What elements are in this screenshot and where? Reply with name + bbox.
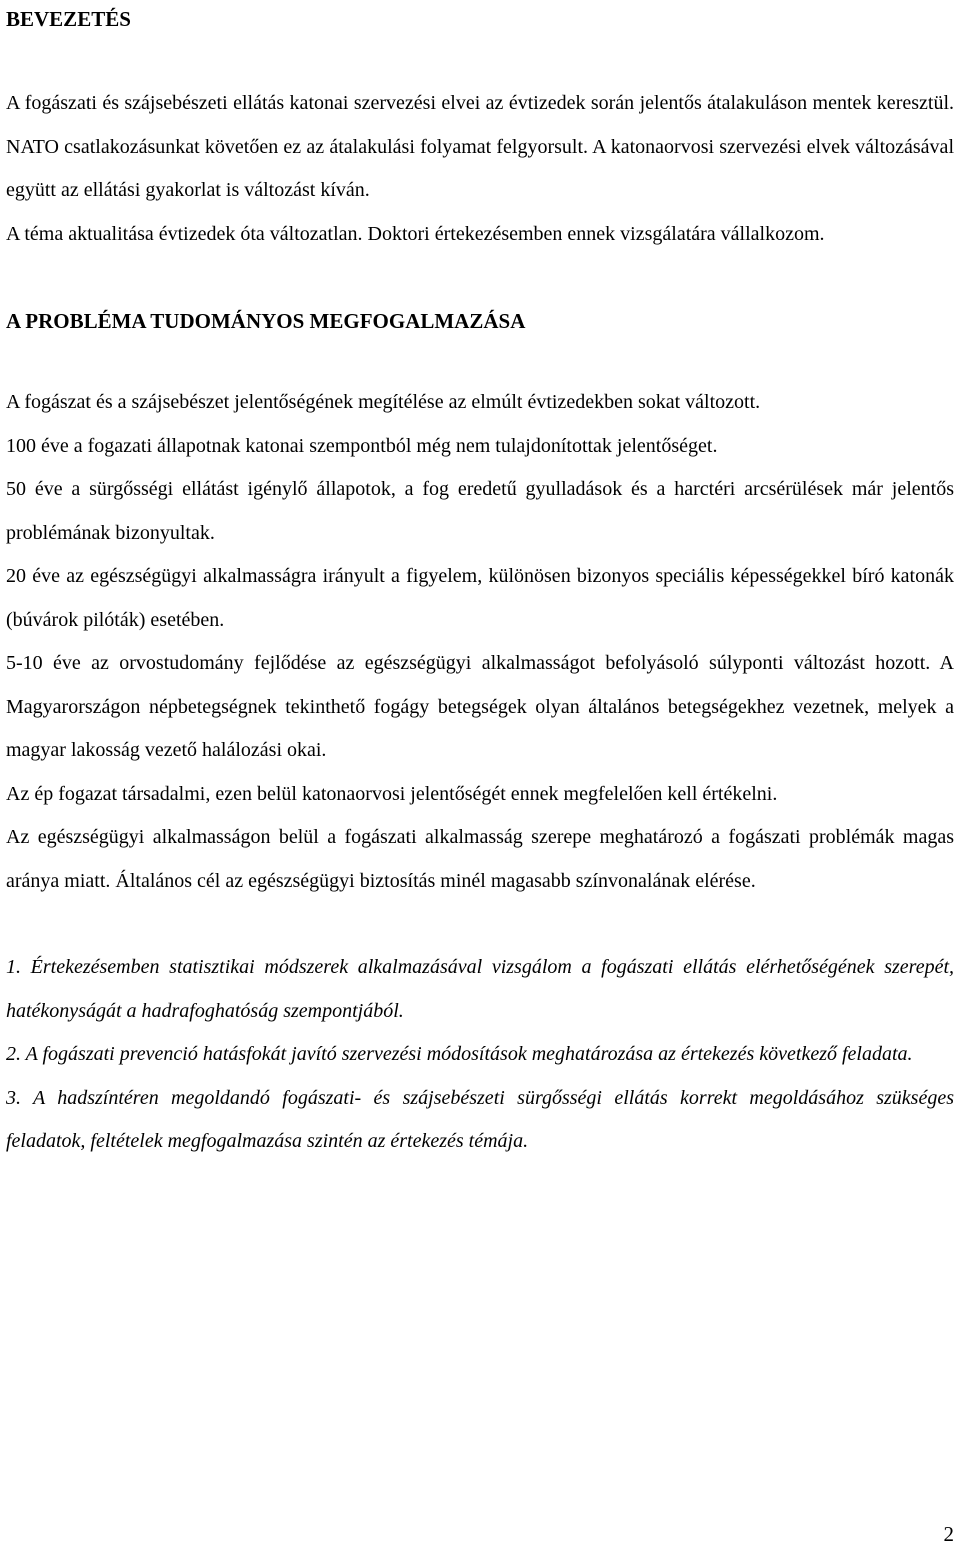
goals-list [6,946,954,1164]
problem-paragraph: 50 éve a sürgősségi ellátást igénylő állapotok, a fog eredetű gyulladások és a harctéri arcsérülések már jelentős problémának bizonyultak. [6,478,954,544]
goal-item: 1. Értekezésemben statisztikai módszerek alkalmazásával vizsgálom a fogászati ellátás elérhetőségének szerepét, hatékonyságát a hadrafoghatóság szempontjából. [6,956,954,1022]
section-spacer [6,903,954,946]
problem-paragraph: A fogászat és a szájsebészet jelentőségének megítélése az elmúlt évtizedekben sokat változott. [6,391,761,413]
problem-paragraph: 20 éve az egészségügyi alkalmasságra irányult a figyelem, különösen bizonyos speciális képességekkel bíró katonák (búvárok pilóták) esetében. [6,565,954,631]
problem-paragraph: Az ép fogazat társadalmi, ezen belül katonaorvosi jelentőségét ennek megfelelően kell értékelni. [6,782,778,805]
problem-paragraph: Az egészségügyi alkalmasságon belül a fogászati alkalmasság szerepe meghatározó a fogászati problémák magas aránya miatt. Általános cél az egészségügyi biztosítás minél magasabb színvonalának elérése. [6,826,954,892]
problem-paragraph: 100 éve a fogazati állapotnak katonai szempontból még nem tulajdonítottak jelentőséget. [6,434,718,457]
document-page [6,0,954,1164]
problem-section [6,309,954,903]
section-heading-problem: A PROBLÉMA TUDOMÁNYOS MEGFOGALMAZÁSA [6,309,526,333]
intro-paragraph: A fogászati és szájsebészeti ellátás katonai szervezési elvei az évtizedek során jelentős átalakuláson mentek keresztül. NATO csatlakozásunkat követően ez az átalakulási folyamat felgyorsult. A katonaorvosi szervezési elvek változásával együtt az ellátási gyakorlat is változást kíván. [6,92,954,201]
goal-item: 2. A fogászati prevenció hatásfokát javító szervezési módosítások meghatározása az értekezés következő feladata. [6,1043,913,1065]
problem-paragraph: 5-10 éve az orvostudomány fejlődése az egészségügyi alkalmasságot befolyásoló súlyponti változást hozott. A Magyarországon népbetegségnek tekinthető fogágy betegségek olyan általános betegségekhez vezetnek, melyek a magyar lakosság vezető halálozási okai. [6,652,954,761]
section-heading-intro: BEVEZETÉS [6,7,131,31]
intro-section [6,82,954,256]
intro-paragraph: A téma aktualitása évtizedek óta változatlan. Doktori értekezésemben ennek vizsgálatára vállalkozom. [6,222,825,245]
problem-body [6,381,954,903]
page-number: 2 [943,1522,954,1546]
goal-item: 3. A hadszíntéren megoldandó fogászati- és szájsebészeti sürgősségi ellátás korrekt megoldásához szükséges feladatok, feltételek megfogalmazása szintén az értekezés témája. [6,1086,954,1152]
